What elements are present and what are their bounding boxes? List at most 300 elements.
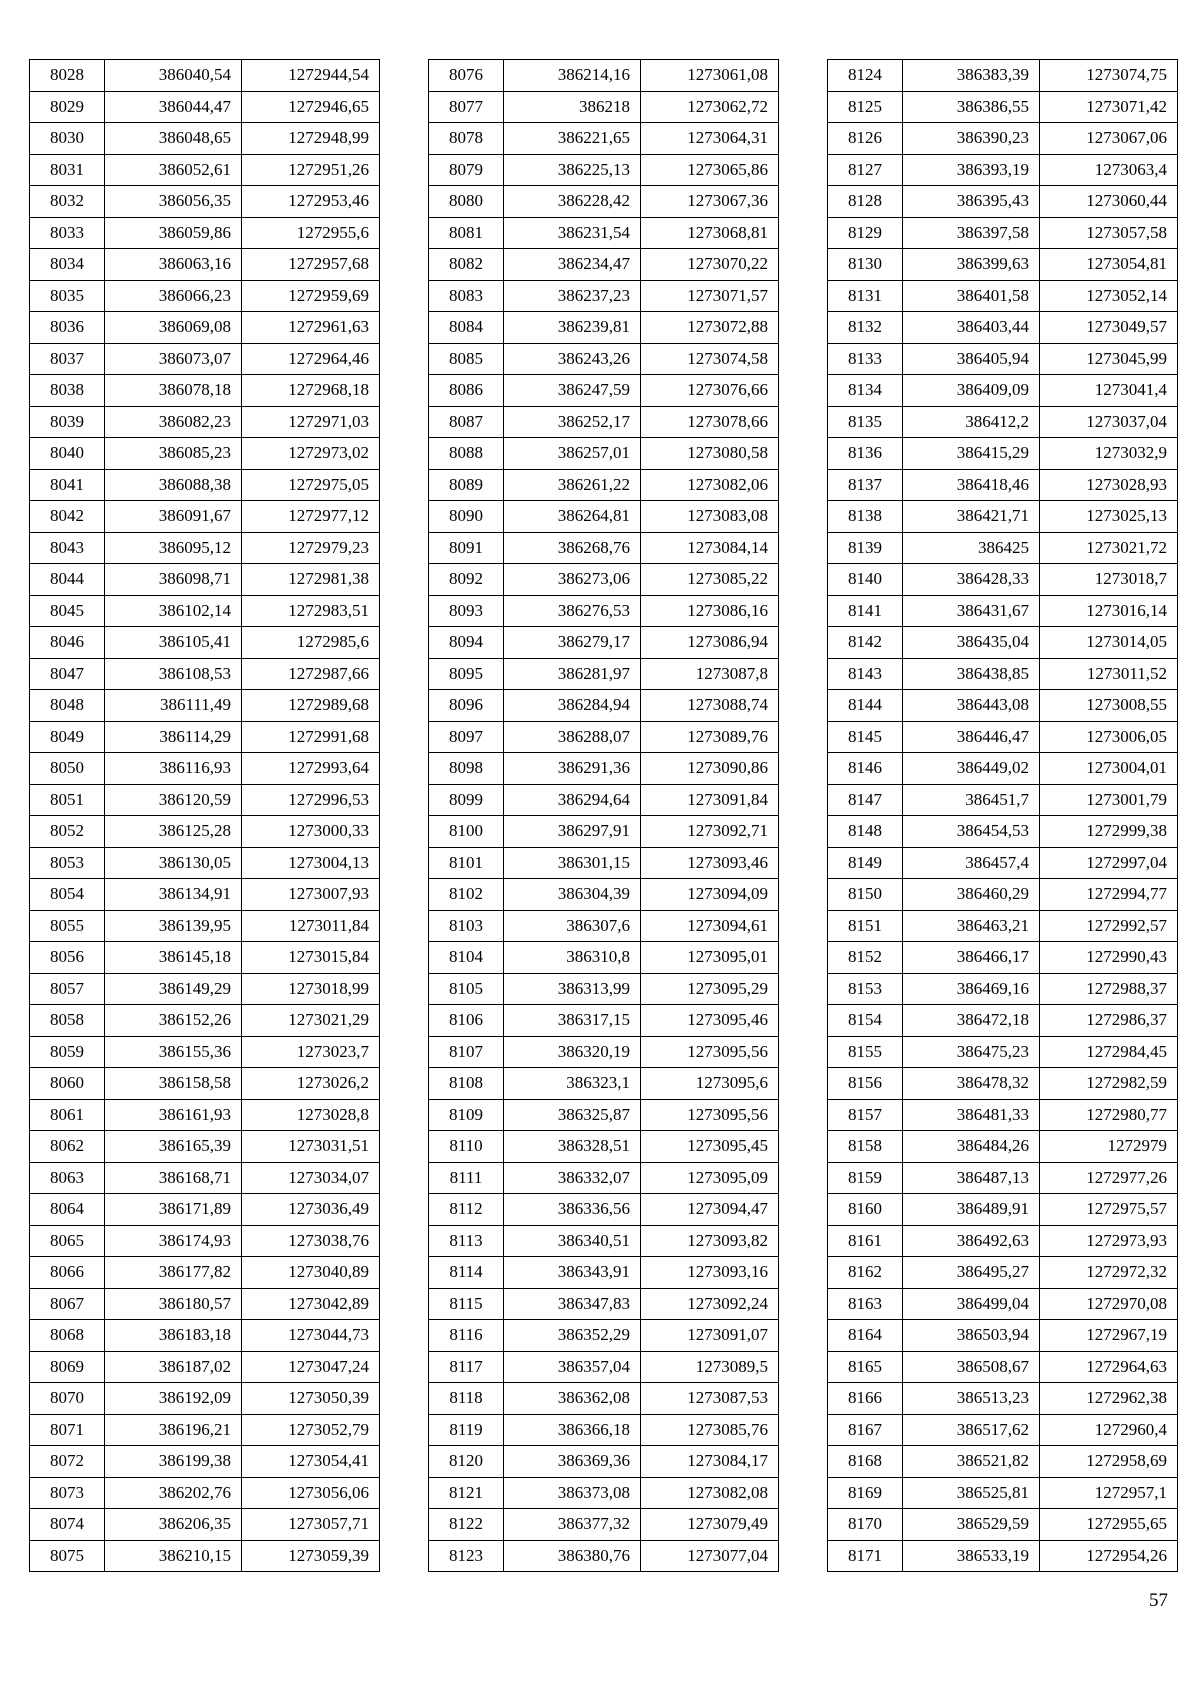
x-coordinate-cell: 386521,82 bbox=[903, 1446, 1040, 1478]
y-coordinate-cell: 1273056,06 bbox=[242, 1477, 380, 1509]
coordinate-table-body bbox=[429, 60, 779, 1572]
y-coordinate-cell: 1272988,37 bbox=[1040, 973, 1178, 1005]
x-coordinate-cell: 386056,35 bbox=[105, 186, 242, 218]
point-number-cell: 8151 bbox=[828, 910, 903, 942]
y-coordinate-cell: 1273072,88 bbox=[641, 312, 779, 344]
y-coordinate-cell: 1273077,04 bbox=[641, 1540, 779, 1572]
x-coordinate-cell: 386059,86 bbox=[105, 217, 242, 249]
x-coordinate-cell: 386460,29 bbox=[903, 879, 1040, 911]
point-number-cell: 8130 bbox=[828, 249, 903, 281]
y-coordinate-cell: 1273071,57 bbox=[641, 280, 779, 312]
point-number-cell: 8038 bbox=[30, 375, 105, 407]
x-coordinate-cell: 386418,46 bbox=[903, 469, 1040, 501]
y-coordinate-cell: 1272967,19 bbox=[1040, 1320, 1178, 1352]
point-number-cell: 8124 bbox=[828, 60, 903, 92]
table-row bbox=[828, 879, 1178, 911]
point-number-cell: 8138 bbox=[828, 501, 903, 533]
point-number-cell: 8135 bbox=[828, 406, 903, 438]
x-coordinate-cell: 386116,93 bbox=[105, 753, 242, 785]
y-coordinate-cell: 1273089,5 bbox=[641, 1351, 779, 1383]
y-coordinate-cell: 1273093,82 bbox=[641, 1225, 779, 1257]
point-number-cell: 8069 bbox=[30, 1351, 105, 1383]
point-number-cell: 8125 bbox=[828, 91, 903, 123]
y-coordinate-cell: 1273041,4 bbox=[1040, 375, 1178, 407]
point-number-cell: 8072 bbox=[30, 1446, 105, 1478]
point-number-cell: 8045 bbox=[30, 595, 105, 627]
y-coordinate-cell: 1272959,69 bbox=[242, 280, 380, 312]
y-coordinate-cell: 1273093,16 bbox=[641, 1257, 779, 1289]
y-coordinate-cell: 1272983,51 bbox=[242, 595, 380, 627]
table-row bbox=[429, 123, 779, 155]
point-number-cell: 8051 bbox=[30, 784, 105, 816]
x-coordinate-cell: 386347,83 bbox=[504, 1288, 641, 1320]
x-coordinate-cell: 386307,6 bbox=[504, 910, 641, 942]
table-row bbox=[828, 501, 1178, 533]
coordinate-table-1 bbox=[29, 59, 380, 1572]
x-coordinate-cell: 386073,07 bbox=[105, 343, 242, 375]
x-coordinate-cell: 386225,13 bbox=[504, 154, 641, 186]
table-row bbox=[30, 154, 380, 186]
x-coordinate-cell: 386317,15 bbox=[504, 1005, 641, 1037]
y-coordinate-cell: 1273094,47 bbox=[641, 1194, 779, 1226]
y-coordinate-cell: 1273028,93 bbox=[1040, 469, 1178, 501]
table-row bbox=[429, 186, 779, 218]
y-coordinate-cell: 1273095,45 bbox=[641, 1131, 779, 1163]
point-number-cell: 8099 bbox=[429, 784, 504, 816]
table-row bbox=[30, 501, 380, 533]
point-number-cell: 8078 bbox=[429, 123, 504, 155]
x-coordinate-cell: 386095,12 bbox=[105, 532, 242, 564]
table-row bbox=[828, 343, 1178, 375]
table-row bbox=[828, 1383, 1178, 1415]
x-coordinate-cell: 386401,58 bbox=[903, 280, 1040, 312]
table-row bbox=[828, 1320, 1178, 1352]
y-coordinate-cell: 1273087,8 bbox=[641, 658, 779, 690]
point-number-cell: 8144 bbox=[828, 690, 903, 722]
x-coordinate-cell: 386443,08 bbox=[903, 690, 1040, 722]
table-row bbox=[429, 375, 779, 407]
y-coordinate-cell: 1273063,4 bbox=[1040, 154, 1178, 186]
x-coordinate-cell: 386529,59 bbox=[903, 1509, 1040, 1541]
x-coordinate-cell: 386415,29 bbox=[903, 438, 1040, 470]
y-coordinate-cell: 1273095,56 bbox=[641, 1099, 779, 1131]
x-coordinate-cell: 386247,59 bbox=[504, 375, 641, 407]
y-coordinate-cell: 1273023,7 bbox=[242, 1036, 380, 1068]
table-row bbox=[30, 1383, 380, 1415]
table-row bbox=[30, 123, 380, 155]
point-number-cell: 8112 bbox=[429, 1194, 504, 1226]
y-coordinate-cell: 1273094,61 bbox=[641, 910, 779, 942]
point-number-cell: 8158 bbox=[828, 1131, 903, 1163]
y-coordinate-cell: 1273093,46 bbox=[641, 847, 779, 879]
table-row bbox=[429, 973, 779, 1005]
table-row bbox=[30, 1005, 380, 1037]
x-coordinate-cell: 386091,67 bbox=[105, 501, 242, 533]
x-coordinate-cell: 386425 bbox=[903, 532, 1040, 564]
point-number-cell: 8136 bbox=[828, 438, 903, 470]
table-row bbox=[30, 1320, 380, 1352]
x-coordinate-cell: 386369,36 bbox=[504, 1446, 641, 1478]
point-number-cell: 8029 bbox=[30, 91, 105, 123]
x-coordinate-cell: 386044,47 bbox=[105, 91, 242, 123]
point-number-cell: 8039 bbox=[30, 406, 105, 438]
y-coordinate-cell: 1273000,33 bbox=[242, 816, 380, 848]
point-number-cell: 8143 bbox=[828, 658, 903, 690]
x-coordinate-cell: 386431,67 bbox=[903, 595, 1040, 627]
table-row bbox=[828, 186, 1178, 218]
y-coordinate-cell: 1273074,58 bbox=[641, 343, 779, 375]
table-row bbox=[429, 1383, 779, 1415]
x-coordinate-cell: 386412,2 bbox=[903, 406, 1040, 438]
y-coordinate-cell: 1272977,12 bbox=[242, 501, 380, 533]
table-row bbox=[30, 1257, 380, 1289]
point-number-cell: 8161 bbox=[828, 1225, 903, 1257]
y-coordinate-cell: 1273091,07 bbox=[641, 1320, 779, 1352]
y-coordinate-cell: 1273060,44 bbox=[1040, 186, 1178, 218]
x-coordinate-cell: 386279,17 bbox=[504, 627, 641, 659]
point-number-cell: 8071 bbox=[30, 1414, 105, 1446]
x-coordinate-cell: 386243,26 bbox=[504, 343, 641, 375]
table-row bbox=[828, 1225, 1178, 1257]
point-number-cell: 8166 bbox=[828, 1383, 903, 1415]
point-number-cell: 8093 bbox=[429, 595, 504, 627]
x-coordinate-cell: 386252,17 bbox=[504, 406, 641, 438]
point-number-cell: 8140 bbox=[828, 564, 903, 596]
y-coordinate-cell: 1273052,14 bbox=[1040, 280, 1178, 312]
point-number-cell: 8092 bbox=[429, 564, 504, 596]
point-number-cell: 8062 bbox=[30, 1131, 105, 1163]
table-row bbox=[30, 973, 380, 1005]
x-coordinate-cell: 386158,58 bbox=[105, 1068, 242, 1100]
point-number-cell: 8082 bbox=[429, 249, 504, 281]
x-coordinate-cell: 386291,36 bbox=[504, 753, 641, 785]
y-coordinate-cell: 1272989,68 bbox=[242, 690, 380, 722]
point-number-cell: 8122 bbox=[429, 1509, 504, 1541]
point-number-cell: 8090 bbox=[429, 501, 504, 533]
table-row bbox=[30, 721, 380, 753]
x-coordinate-cell: 386475,23 bbox=[903, 1036, 1040, 1068]
point-number-cell: 8044 bbox=[30, 564, 105, 596]
point-number-cell: 8115 bbox=[429, 1288, 504, 1320]
x-coordinate-cell: 386478,32 bbox=[903, 1068, 1040, 1100]
point-number-cell: 8116 bbox=[429, 1320, 504, 1352]
x-coordinate-cell: 386472,18 bbox=[903, 1005, 1040, 1037]
table-row bbox=[828, 690, 1178, 722]
table-row bbox=[828, 123, 1178, 155]
point-number-cell: 8126 bbox=[828, 123, 903, 155]
table-row bbox=[30, 1068, 380, 1100]
table-row bbox=[429, 532, 779, 564]
table-row bbox=[429, 784, 779, 816]
point-number-cell: 8121 bbox=[429, 1477, 504, 1509]
table-row bbox=[30, 595, 380, 627]
point-number-cell: 8031 bbox=[30, 154, 105, 186]
point-number-cell: 8162 bbox=[828, 1257, 903, 1289]
table-row bbox=[30, 438, 380, 470]
table-row bbox=[30, 343, 380, 375]
x-coordinate-cell: 386183,18 bbox=[105, 1320, 242, 1352]
point-number-cell: 8145 bbox=[828, 721, 903, 753]
table-row bbox=[429, 690, 779, 722]
y-coordinate-cell: 1273042,89 bbox=[242, 1288, 380, 1320]
point-number-cell: 8080 bbox=[429, 186, 504, 218]
table-row bbox=[429, 1509, 779, 1541]
x-coordinate-cell: 386492,63 bbox=[903, 1225, 1040, 1257]
table-row bbox=[429, 942, 779, 974]
x-coordinate-cell: 386399,63 bbox=[903, 249, 1040, 281]
point-number-cell: 8043 bbox=[30, 532, 105, 564]
y-coordinate-cell: 1272975,05 bbox=[242, 469, 380, 501]
table-row bbox=[429, 1005, 779, 1037]
point-number-cell: 8030 bbox=[30, 123, 105, 155]
point-number-cell: 8154 bbox=[828, 1005, 903, 1037]
y-coordinate-cell: 1272962,38 bbox=[1040, 1383, 1178, 1415]
point-number-cell: 8157 bbox=[828, 1099, 903, 1131]
x-coordinate-cell: 386304,39 bbox=[504, 879, 641, 911]
x-coordinate-cell: 386469,16 bbox=[903, 973, 1040, 1005]
y-coordinate-cell: 1273025,13 bbox=[1040, 501, 1178, 533]
point-number-cell: 8079 bbox=[429, 154, 504, 186]
y-coordinate-cell: 1272954,26 bbox=[1040, 1540, 1178, 1572]
y-coordinate-cell: 1273047,24 bbox=[242, 1351, 380, 1383]
point-number-cell: 8113 bbox=[429, 1225, 504, 1257]
coordinate-table-body bbox=[30, 60, 380, 1572]
x-coordinate-cell: 386237,23 bbox=[504, 280, 641, 312]
x-coordinate-cell: 386336,56 bbox=[504, 1194, 641, 1226]
y-coordinate-cell: 1272964,46 bbox=[242, 343, 380, 375]
y-coordinate-cell: 1272984,45 bbox=[1040, 1036, 1178, 1068]
x-coordinate-cell: 386380,76 bbox=[504, 1540, 641, 1572]
table-row bbox=[429, 658, 779, 690]
x-coordinate-cell: 386276,53 bbox=[504, 595, 641, 627]
table-row bbox=[828, 469, 1178, 501]
y-coordinate-cell: 1273036,49 bbox=[242, 1194, 380, 1226]
table-row bbox=[30, 280, 380, 312]
table-row bbox=[30, 249, 380, 281]
table-row bbox=[30, 1540, 380, 1572]
table-row bbox=[429, 343, 779, 375]
point-number-cell: 8032 bbox=[30, 186, 105, 218]
table-row bbox=[30, 1225, 380, 1257]
y-coordinate-cell: 1273049,57 bbox=[1040, 312, 1178, 344]
x-coordinate-cell: 386288,07 bbox=[504, 721, 641, 753]
y-coordinate-cell: 1273076,66 bbox=[641, 375, 779, 407]
table-row bbox=[828, 154, 1178, 186]
x-coordinate-cell: 386428,33 bbox=[903, 564, 1040, 596]
y-coordinate-cell: 1273080,58 bbox=[641, 438, 779, 470]
point-number-cell: 8046 bbox=[30, 627, 105, 659]
x-coordinate-cell: 386082,23 bbox=[105, 406, 242, 438]
table-row bbox=[429, 1162, 779, 1194]
point-number-cell: 8155 bbox=[828, 1036, 903, 1068]
x-coordinate-cell: 386052,61 bbox=[105, 154, 242, 186]
point-number-cell: 8120 bbox=[429, 1446, 504, 1478]
y-coordinate-cell: 1273011,84 bbox=[242, 910, 380, 942]
point-number-cell: 8108 bbox=[429, 1068, 504, 1100]
x-coordinate-cell: 386325,87 bbox=[504, 1099, 641, 1131]
x-coordinate-cell: 386481,33 bbox=[903, 1099, 1040, 1131]
y-coordinate-cell: 1273014,05 bbox=[1040, 627, 1178, 659]
point-number-cell: 8067 bbox=[30, 1288, 105, 1320]
point-number-cell: 8035 bbox=[30, 280, 105, 312]
x-coordinate-cell: 386495,27 bbox=[903, 1257, 1040, 1289]
table-row bbox=[30, 627, 380, 659]
y-coordinate-cell: 1272955,65 bbox=[1040, 1509, 1178, 1541]
point-number-cell: 8098 bbox=[429, 753, 504, 785]
table-row bbox=[828, 1446, 1178, 1478]
y-coordinate-cell: 1273079,49 bbox=[641, 1509, 779, 1541]
y-coordinate-cell: 1272972,32 bbox=[1040, 1257, 1178, 1289]
table-row bbox=[828, 91, 1178, 123]
table-row bbox=[429, 1477, 779, 1509]
x-coordinate-cell: 386517,62 bbox=[903, 1414, 1040, 1446]
table-row bbox=[429, 154, 779, 186]
point-number-cell: 8109 bbox=[429, 1099, 504, 1131]
table-row bbox=[828, 973, 1178, 1005]
y-coordinate-cell: 1273084,17 bbox=[641, 1446, 779, 1478]
y-coordinate-cell: 1272979 bbox=[1040, 1131, 1178, 1163]
x-coordinate-cell: 386463,21 bbox=[903, 910, 1040, 942]
y-coordinate-cell: 1273004,01 bbox=[1040, 753, 1178, 785]
table-row bbox=[30, 375, 380, 407]
table-row bbox=[429, 469, 779, 501]
point-number-cell: 8100 bbox=[429, 816, 504, 848]
point-number-cell: 8165 bbox=[828, 1351, 903, 1383]
point-number-cell: 8041 bbox=[30, 469, 105, 501]
point-number-cell: 8053 bbox=[30, 847, 105, 879]
point-number-cell: 8034 bbox=[30, 249, 105, 281]
point-number-cell: 8055 bbox=[30, 910, 105, 942]
point-number-cell: 8137 bbox=[828, 469, 903, 501]
point-number-cell: 8033 bbox=[30, 217, 105, 249]
table-row bbox=[30, 469, 380, 501]
x-coordinate-cell: 386352,29 bbox=[504, 1320, 641, 1352]
y-coordinate-cell: 1273054,41 bbox=[242, 1446, 380, 1478]
table-row bbox=[828, 312, 1178, 344]
point-number-cell: 8028 bbox=[30, 60, 105, 92]
y-coordinate-cell: 1272953,46 bbox=[242, 186, 380, 218]
y-coordinate-cell: 1273085,76 bbox=[641, 1414, 779, 1446]
point-number-cell: 8101 bbox=[429, 847, 504, 879]
table-row bbox=[30, 847, 380, 879]
table-row bbox=[30, 217, 380, 249]
y-coordinate-cell: 1273071,42 bbox=[1040, 91, 1178, 123]
table-row bbox=[828, 1351, 1178, 1383]
point-number-cell: 8131 bbox=[828, 280, 903, 312]
x-coordinate-cell: 386449,02 bbox=[903, 753, 1040, 785]
x-coordinate-cell: 386199,38 bbox=[105, 1446, 242, 1478]
x-coordinate-cell: 386257,01 bbox=[504, 438, 641, 470]
table-row bbox=[828, 753, 1178, 785]
x-coordinate-cell: 386234,47 bbox=[504, 249, 641, 281]
x-coordinate-cell: 386206,35 bbox=[105, 1509, 242, 1541]
y-coordinate-cell: 1272996,53 bbox=[242, 784, 380, 816]
y-coordinate-cell: 1273065,86 bbox=[641, 154, 779, 186]
point-number-cell: 8149 bbox=[828, 847, 903, 879]
point-number-cell: 8068 bbox=[30, 1320, 105, 1352]
table-row bbox=[429, 1225, 779, 1257]
point-number-cell: 8164 bbox=[828, 1320, 903, 1352]
x-coordinate-cell: 386078,18 bbox=[105, 375, 242, 407]
table-row bbox=[828, 1509, 1178, 1541]
table-row bbox=[828, 249, 1178, 281]
x-coordinate-cell: 386403,44 bbox=[903, 312, 1040, 344]
x-coordinate-cell: 386066,23 bbox=[105, 280, 242, 312]
point-number-cell: 8106 bbox=[429, 1005, 504, 1037]
x-coordinate-cell: 386525,81 bbox=[903, 1477, 1040, 1509]
table-row bbox=[828, 1131, 1178, 1163]
table-row bbox=[30, 1446, 380, 1478]
y-coordinate-cell: 1273038,76 bbox=[242, 1225, 380, 1257]
y-coordinate-cell: 1273031,51 bbox=[242, 1131, 380, 1163]
y-coordinate-cell: 1273085,22 bbox=[641, 564, 779, 596]
y-coordinate-cell: 1273067,36 bbox=[641, 186, 779, 218]
x-coordinate-cell: 386366,18 bbox=[504, 1414, 641, 1446]
y-coordinate-cell: 1273015,84 bbox=[242, 942, 380, 974]
point-number-cell: 8152 bbox=[828, 942, 903, 974]
point-number-cell: 8052 bbox=[30, 816, 105, 848]
table-row bbox=[429, 595, 779, 627]
x-coordinate-cell: 386040,54 bbox=[105, 60, 242, 92]
y-coordinate-cell: 1272944,54 bbox=[242, 60, 380, 92]
table-row bbox=[30, 879, 380, 911]
x-coordinate-cell: 386155,36 bbox=[105, 1036, 242, 1068]
y-coordinate-cell: 1273032,9 bbox=[1040, 438, 1178, 470]
point-number-cell: 8127 bbox=[828, 154, 903, 186]
y-coordinate-cell: 1273084,14 bbox=[641, 532, 779, 564]
point-number-cell: 8048 bbox=[30, 690, 105, 722]
table-row bbox=[828, 1099, 1178, 1131]
point-number-cell: 8163 bbox=[828, 1288, 903, 1320]
table-row bbox=[30, 1036, 380, 1068]
table-row bbox=[828, 438, 1178, 470]
table-row bbox=[429, 721, 779, 753]
y-coordinate-cell: 1272992,57 bbox=[1040, 910, 1178, 942]
point-number-cell: 8077 bbox=[429, 91, 504, 123]
table-row bbox=[828, 1068, 1178, 1100]
table-row bbox=[429, 406, 779, 438]
table-row bbox=[429, 816, 779, 848]
y-coordinate-cell: 1272990,43 bbox=[1040, 942, 1178, 974]
y-coordinate-cell: 1272980,77 bbox=[1040, 1099, 1178, 1131]
x-coordinate-cell: 386390,23 bbox=[903, 123, 1040, 155]
y-coordinate-cell: 1273092,24 bbox=[641, 1288, 779, 1320]
x-coordinate-cell: 386332,07 bbox=[504, 1162, 641, 1194]
point-number-cell: 8111 bbox=[429, 1162, 504, 1194]
table-row bbox=[429, 879, 779, 911]
x-coordinate-cell: 386120,59 bbox=[105, 784, 242, 816]
x-coordinate-cell: 386373,08 bbox=[504, 1477, 641, 1509]
point-number-cell: 8065 bbox=[30, 1225, 105, 1257]
point-number-cell: 8064 bbox=[30, 1194, 105, 1226]
point-number-cell: 8129 bbox=[828, 217, 903, 249]
x-coordinate-cell: 386409,09 bbox=[903, 375, 1040, 407]
y-coordinate-cell: 1272973,02 bbox=[242, 438, 380, 470]
point-number-cell: 8141 bbox=[828, 595, 903, 627]
table-row bbox=[30, 312, 380, 344]
point-number-cell: 8104 bbox=[429, 942, 504, 974]
point-number-cell: 8153 bbox=[828, 973, 903, 1005]
y-coordinate-cell: 1273089,76 bbox=[641, 721, 779, 753]
table-row bbox=[30, 910, 380, 942]
y-coordinate-cell: 1272991,68 bbox=[242, 721, 380, 753]
point-number-cell: 8066 bbox=[30, 1257, 105, 1289]
y-coordinate-cell: 1273067,06 bbox=[1040, 123, 1178, 155]
y-coordinate-cell: 1273052,79 bbox=[242, 1414, 380, 1446]
y-coordinate-cell: 1273028,8 bbox=[242, 1099, 380, 1131]
y-coordinate-cell: 1273087,53 bbox=[641, 1383, 779, 1415]
y-coordinate-cell: 1273040,89 bbox=[242, 1257, 380, 1289]
